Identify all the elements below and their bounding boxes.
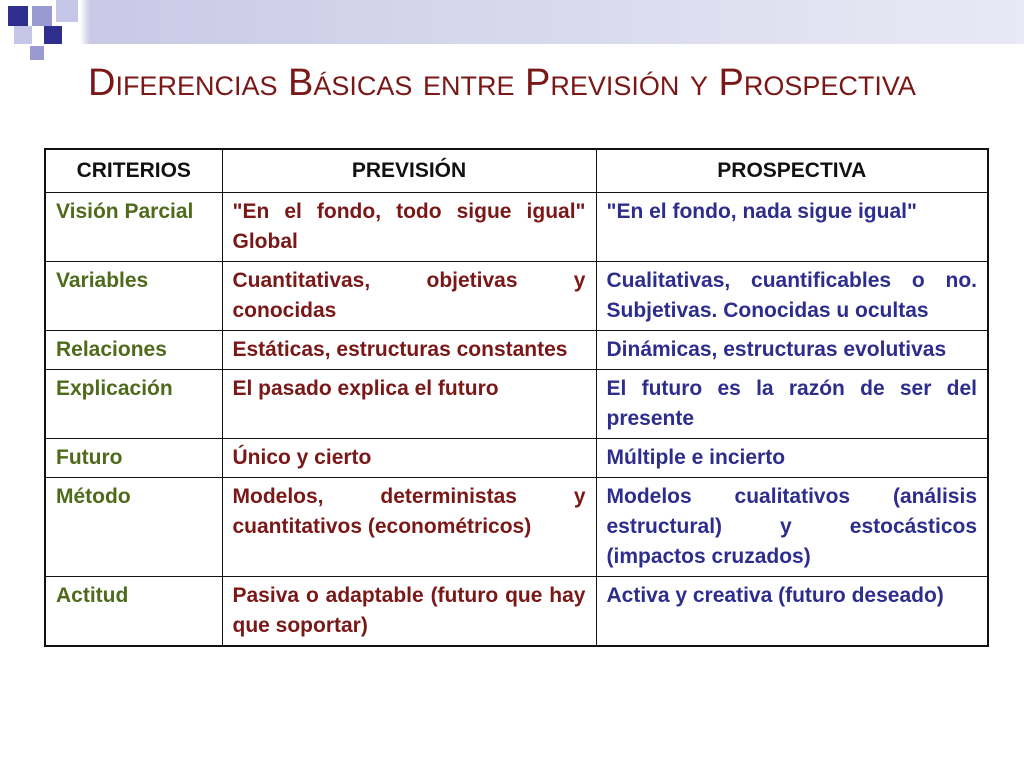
table-row [45,439,988,478]
cell-criterio: Explicación [45,370,222,439]
cell-prevision: Modelos, deterministas y cuantitativos (econométricos) [222,478,596,577]
decor-square-4 [14,26,32,44]
decor-square-6 [30,46,44,60]
cell-prevision: Pasiva o adaptable (futuro que hay que soportar) [222,577,596,647]
header-prevision: PREVISIÓN [222,149,596,193]
cell-prospectiva: Múltiple e incierto [596,439,988,478]
cell-prospectiva: Modelos cualitativos (análisis estructural) y estocásticos (impactos cruzados) [596,478,988,577]
cell-prospectiva: Dinámicas, estructuras evolutivas [596,331,988,370]
cell-prevision: El pasado explica el futuro [222,370,596,439]
decor-square-1 [8,6,28,26]
cell-prevision: Cuantitativas, objetivas y conocidas [222,262,596,331]
cell-prospectiva: El futuro es la razón de ser del presente [596,370,988,439]
table-row [45,193,988,262]
decor-square-2 [32,6,52,26]
header-criterios: CRITERIOS [45,149,222,193]
table-row [45,370,988,439]
cell-prospectiva: "En el fondo, nada sigue igual" [596,193,988,262]
cell-prevision: "En el fondo, todo sigue igual" Global [222,193,596,262]
cell-prevision: Único y cierto [222,439,596,478]
table-row [45,331,988,370]
decor-square-3 [56,0,78,22]
cell-criterio: Actitud [45,577,222,647]
cell-prospectiva: Activa y creativa (futuro deseado) [596,577,988,647]
cell-criterio: Método [45,478,222,577]
comparison-table [44,148,989,647]
cell-prevision: Estáticas, estructuras constantes [222,331,596,370]
decor-square-5 [44,26,62,44]
cell-criterio: Futuro [45,439,222,478]
header-prospectiva: PROSPECTIVA [596,149,988,193]
page-title: Diferencias Básicas entre Previsión y Prospectiva [88,62,916,104]
cell-criterio: Relaciones [45,331,222,370]
table-header-row [45,149,988,193]
cell-criterio: Variables [45,262,222,331]
cell-prospectiva: Cualitativas, cuantificables o no. Subjetivas. Conocidas u ocultas [596,262,988,331]
cell-criterio: Visión Parcial [45,193,222,262]
header-band [0,0,1024,44]
table-row [45,577,988,647]
table-row [45,262,988,331]
table-row [45,478,988,577]
